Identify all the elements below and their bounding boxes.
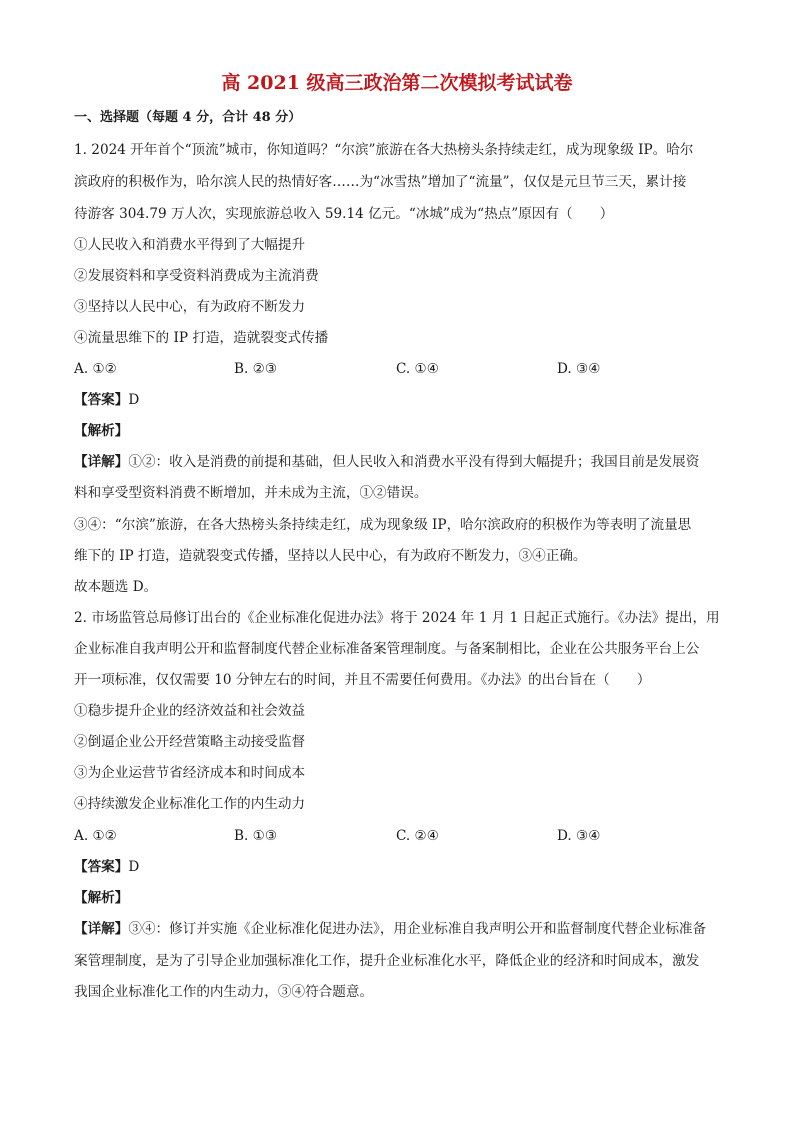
section-heading: 一、选择题（每题 4 分，合计 48 分） (74, 110, 302, 125)
q2-option-d: D. ③④ (557, 828, 601, 844)
q1-option-c: C. ①④ (396, 361, 439, 377)
q2-stem-line-2: 企业标准自我声明公开和监督制度代替企业标准备案管理制度。与备案制相比，企业在公共服务平台上公 (74, 641, 700, 657)
q2-answer (74, 857, 724, 877)
q1-answer-label: 【答案】 (74, 392, 129, 408)
q1-option-a: A. ①② (74, 361, 117, 377)
q1-item-1: ①人民收入和消费水平得到了大幅提升 (74, 237, 306, 253)
q1-detail-line-3: ③④：“尔滨”旅游，在各大热榜头条持续走红，成为现象级 IP，哈尔滨政府的积极作为等表明了流量思 (74, 517, 692, 533)
q2-analysis-label: 【解析】 (74, 890, 129, 906)
q2-detail-label: 【详解】 (74, 921, 129, 937)
q1-detail-line-4: 维下的 IP 打造，造就裂变式传播，坚持以人民中心，有为政府不断发力，③④正确。 (74, 548, 587, 564)
q2-item-4: ④持续激发企业标准化工作的内生动力 (74, 796, 306, 812)
q2-stem-line-1: 2. 市场监管总局修订出台的《企业标准化促进办法》将于 2024 年 1 月 1 日起正式施行。《办法》提出，用 (74, 610, 720, 626)
q2-answer-label: 【答案】 (74, 859, 129, 875)
q2-item-1: ①稳步提升企业的经济效益和社会效益 (74, 703, 306, 719)
q1-item-4: ④流量思维下的 IP 打造，造就裂变式传播 (74, 330, 329, 346)
q2-option-c: C. ②④ (396, 828, 439, 844)
q2-detail-line-3: 我国企业标准化工作的内生动力，③④符合题意。 (74, 984, 374, 1000)
q2-item-2: ②倒逼企业公开经营策略主动接受监督 (74, 734, 306, 750)
q2-answer-value: D (128, 859, 140, 875)
q1-option-d: D. ③④ (557, 361, 601, 377)
q1-detail-line-2: 料和享受型资料消费不断增加，并未成为主流，①②错误。 (74, 485, 428, 501)
q1-answer (74, 390, 724, 410)
q1-detail-line-1 (74, 452, 724, 472)
q1-stem-line-1: 1. 2024 开年首个“顶流”城市，你知道吗？“尔滨”旅游在各大热榜头条持续走红，成为现象级 IP。哈尔 (74, 142, 694, 158)
q2-detail-text-1: ③④：修订并实施《企业标准化促进办法》，用企业标准自我声明公开和监督制度代替企业标准备 (128, 921, 707, 937)
q1-item-3: ③坚持以人民中心，有为政府不断发力 (74, 299, 306, 315)
q2-option-b: B. ①③ (234, 828, 278, 844)
q1-stem-line-3: 待游客 304.79 万人次，实现旅游总收入 59.14 亿元。“冰城”成为“热点”原因有（ ） (74, 206, 614, 222)
q1-detail-line-5: 故本题选 D。 (74, 579, 158, 595)
q2-stem-line-3: 开一项标准，仅仅需要 10 分钟左右的时间，并且不需要任何费用。《办法》的出台旨在（ ） (74, 672, 651, 688)
q1-answer-value: D (128, 392, 140, 408)
q1-analysis-label: 【解析】 (74, 423, 129, 439)
q2-detail-line-1 (74, 919, 724, 939)
q1-detail-text-1: ①②：收入是消费的前提和基础，但人民收入和消费水平没有得到大幅提升；我国目前是发展资 (128, 454, 700, 470)
q1-item-2: ②发展资料和享受资料消费成为主流消费 (74, 268, 319, 284)
exam-title: 高 2021 级高三政治第二次模拟考试试卷 (221, 72, 573, 94)
q2-item-3: ③为企业运营节省经济成本和时间成本 (74, 765, 306, 781)
q2-option-a: A. ①② (74, 828, 117, 844)
q1-stem-line-2: 滨政府的积极作为，哈尔滨人民的热情好客……为“冰雪热”增加了“流量”，仅仅是元旦节三天，累计接 (74, 174, 687, 190)
q1-option-b: B. ②③ (234, 361, 278, 377)
q1-detail-label: 【详解】 (74, 454, 129, 470)
q2-detail-line-2: 案管理制度，是为了引导企业加强标准化工作，提升企业标准化水平，降低企业的经济和时间成本，激发 (74, 953, 700, 969)
